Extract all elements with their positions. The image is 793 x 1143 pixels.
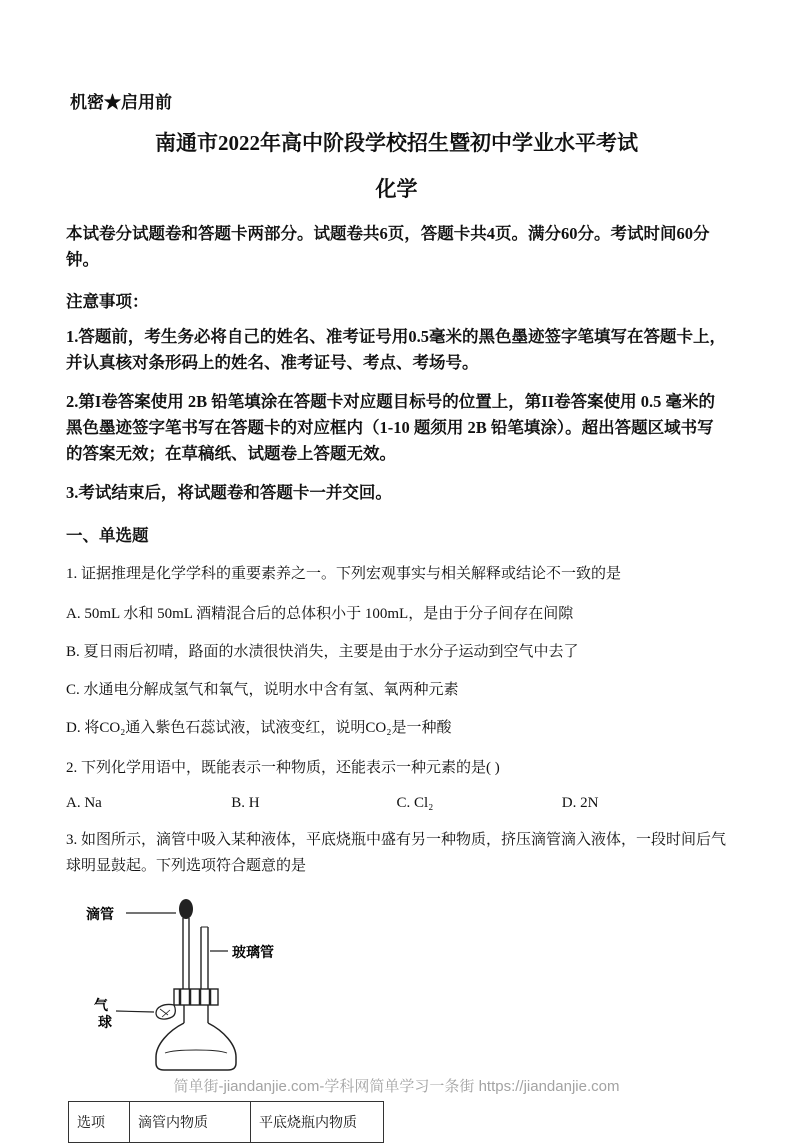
apparatus-drawing (68, 893, 378, 1083)
question-3-stem: 3. 如图所示，滴管中吸入某种液体，平底烧瓶中盛有另一种物质，挤压滴管滴入液体，一段时间后气球明显鼓起。下列选项符合题意的是 (66, 832, 727, 874)
note-2: 2.第I卷答案使用 2B 铅笔填涂在答题卡对应题目标号的位置上，第II卷答案使用 0.5 毫米的黑色墨迹签字笔书写在答题卡的对应框内（1-10 题须用 2B 铅笔填涂）。超出答题区域书写的答案无效；在草稿纸、试题卷上答题无效。 (66, 391, 716, 464)
question-2-stem: 2. 下列化学用语中，既能表示一种物质，还能表示一种元素的是( ) (66, 759, 500, 776)
classification-label: 机密★启用前 (70, 93, 172, 112)
question-1-stem: 1. 证据推理是化学学科的重要素养之一。下列宏观事实与相关解释或结论不一致的是 (66, 566, 622, 583)
section-heading: 一、单选题 (66, 526, 149, 546)
table-header-flask-substance: 平底烧瓶内物质 (251, 1102, 384, 1143)
note-1: 1.答题前，考生务必将自己的姓名、准考证号用0.5毫米的黑色墨迹签字笔填写在答题卡上，并认真核对条形码上的姓名、准考证号、考点、考场号。 (66, 326, 726, 373)
subject-title: 化学 (375, 177, 418, 201)
flask-icon (156, 1023, 236, 1070)
glass-tube-label: 玻璃管 (232, 944, 274, 961)
question-1-option-b: B. 夏日雨后初晴，路面的水渍很快消失，主要是由于水分子运动到空气中去了 (66, 643, 579, 660)
apparatus-diagram (68, 893, 378, 1083)
footer-text: 简单街-jiandanjie.com-学科网简单学习一条街 https://jiandanjie.com (173, 1078, 620, 1095)
dropper-bulb-icon (179, 899, 193, 919)
question-2-option-d: D. 2N (561, 795, 599, 812)
question-2-options (66, 795, 727, 812)
dropper-label: 滴管 (86, 906, 114, 923)
table-header-dropper-substance: 滴管内物质 (130, 1102, 251, 1143)
balloon-icon (156, 1005, 175, 1020)
balloon-label-line2: 球 (98, 1014, 112, 1031)
question-2-option-c: C. Cl₂ (396, 795, 434, 812)
question-2-option-b: B. H (231, 795, 260, 812)
balloon-label-line1: 气 (94, 997, 108, 1014)
notes-heading: 注意事项： (66, 291, 149, 311)
question-2-option-a: A. Na (66, 795, 102, 812)
options-table (68, 1101, 384, 1143)
table-header-option: 选项 (69, 1102, 130, 1143)
exam-intro: 本试卷分试题卷和答题卡两部分。试题卷共6页，答题卡共4页。满分60分。考试时间60分钟。 (66, 224, 710, 270)
question-1-option-a: A. 50mL 水和 50mL 酒精混合后的总体积小于 100mL，是由于分子间存在间隙 (66, 605, 574, 622)
question-1-option-d: D. 将CO₂通入紫色石蕊试液，试液变红，说明CO₂是一种酸 (66, 719, 452, 736)
question-1-option-c: C. 水通电分解成氢气和氧气，说明水中含有氢、氧两种元素 (66, 681, 459, 698)
exam-title: 南通市2022年高中阶段学校招生暨初中学业水平考试 (155, 131, 638, 155)
note-3: 3.考试结束后，将试题卷和答题卡一并交回。 (66, 482, 392, 502)
table-header-row (69, 1102, 384, 1143)
